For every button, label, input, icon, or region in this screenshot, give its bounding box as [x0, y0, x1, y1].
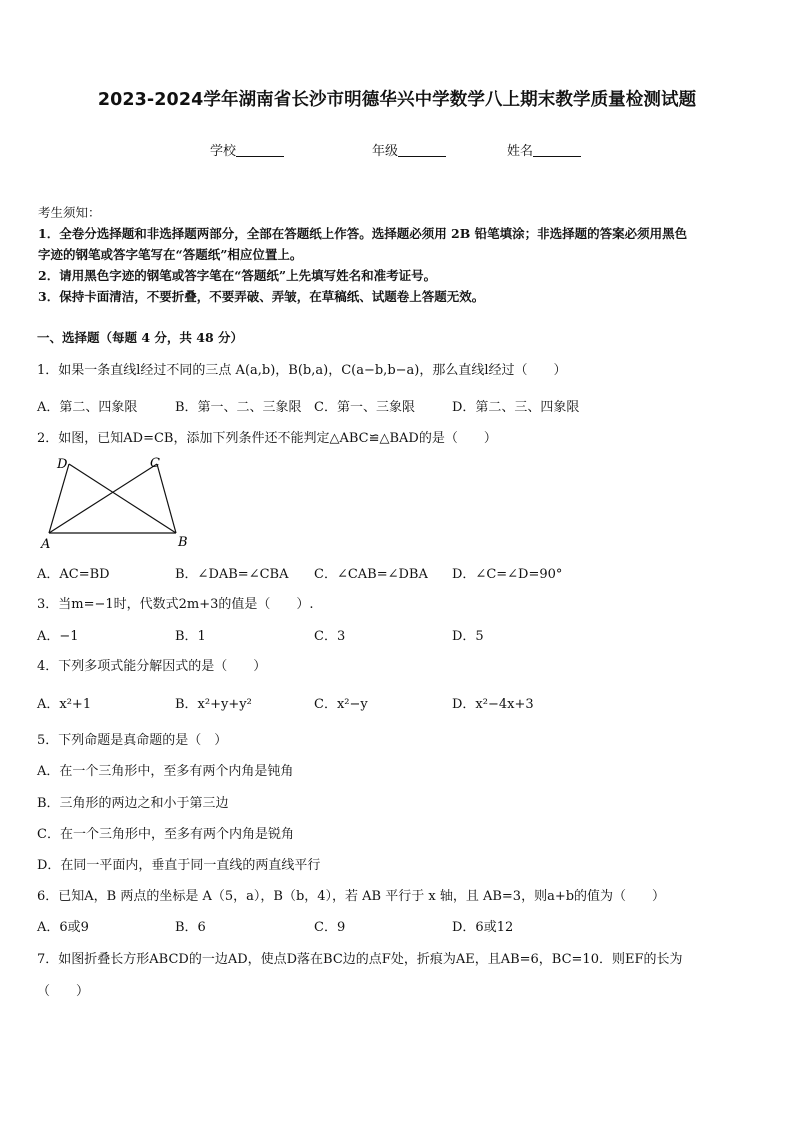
q6-option-a[interactable]: A．6或9 [37, 920, 89, 935]
q5-option-c[interactable]: C．在一个三角形中，至多有两个内角是锐角 [37, 827, 294, 842]
q4-option-a[interactable]: A．x²+1 [37, 697, 92, 712]
q7-stem: 7．如图折叠长方形ABCD的一边AD，使点D落在BC边的点F处，折痕为AE，且AB=6，BC=10．则EF的长为 [37, 952, 683, 967]
q2-stem: 2．如图，已知AD=CB，添加下列条件还不能判定△ABC≌△BAD的是（ ） [37, 431, 497, 446]
notice-line-1b: 字迹的钢笔或答字笔写在“答题纸”相应位置上。 [38, 247, 303, 262]
notice-heading: 考生须知： [38, 205, 101, 220]
q5-option-d[interactable]: D．在同一平面内，垂直于同一直线的两直线平行 [37, 858, 321, 873]
q3-option-d[interactable]: D．5 [452, 629, 484, 644]
q7-answer-paren: （ ） [37, 984, 90, 999]
q6-option-c[interactable]: C．9 [314, 920, 346, 935]
q2-option-a[interactable]: A．AC=BD [37, 567, 110, 582]
q3-option-a[interactable]: A．−1 [37, 629, 79, 644]
q6-option-d[interactable]: D．6或12 [452, 920, 514, 935]
q1-stem: 1．如果一条直线l经过不同的三点 A(a,b)，B(b,a)，C(a−b,b−a)，那么直线l经过（ ） [37, 363, 567, 378]
section-choice-heading: 一、选择题（每题 4 分，共 48 分） [37, 330, 244, 345]
q4-option-b[interactable]: B．x²+y+y² [175, 697, 252, 712]
q2-option-b[interactable]: B．∠DAB=∠CBA [175, 567, 289, 582]
q5-option-b[interactable]: B．三角形的两边之和小于第三边 [37, 796, 229, 811]
q4-option-c[interactable]: C．x²−y [314, 697, 368, 712]
q1-option-a[interactable]: A．第二、四象限 [37, 400, 138, 415]
label-c: C [150, 456, 160, 471]
q3-option-c[interactable]: C．3 [314, 629, 346, 644]
q2-figure [36, 454, 196, 552]
q4-option-d[interactable]: D．x²−4x+3 [452, 697, 534, 712]
q6-stem: 6．已知A，B 两点的坐标是 A（5，a），B（b，4），若 AB 平行于 x 轴，且 AB=3，则a+b的值为（ ） [37, 889, 666, 904]
label-b: B [178, 535, 188, 550]
q5-option-a[interactable]: A．在一个三角形中，至多有两个内角是钝角 [37, 764, 294, 779]
school-field[interactable]: 学校 [210, 140, 284, 159]
segment-ac [49, 464, 157, 533]
q5-stem: 5．下列命题是真命题的是（ ） [37, 733, 228, 748]
q3-stem: 3．当m=−1时，代数式2m+3的值是（ ）. [37, 597, 314, 612]
label-d: D [57, 457, 68, 472]
label-a: A [41, 537, 51, 552]
q2-option-d[interactable]: D．∠C=∠D=90° [452, 567, 563, 582]
notice-line-2: 2．请用黑色字迹的钢笔或答字笔在“答题纸”上先填写姓名和准考证号。 [38, 268, 437, 283]
q4-stem: 4．下列多项式能分解因式的是（ ） [37, 659, 267, 674]
q1-option-b[interactable]: B．第一、二、三象限 [175, 400, 302, 415]
notice-line-3: 3．保持卡面清洁，不要折叠，不要弄破、弄皱，在草稿纸、试题卷上答题无效。 [38, 289, 485, 304]
page-title: 2023-2024学年湖南省长沙市明德华兴中学数学八上期末教学质量检测试题 [97, 90, 697, 110]
q1-option-c[interactable]: C．第一、三象限 [314, 400, 415, 415]
q3-option-b[interactable]: B．1 [175, 629, 206, 644]
q6-option-b[interactable]: B．6 [175, 920, 206, 935]
q2-option-c[interactable]: C．∠CAB=∠DBA [314, 567, 428, 582]
name-field[interactable]: 姓名 [507, 140, 581, 159]
notice-line-1a: 1．全卷分选择题和非选择题两部分，全部在答题纸上作答。选择题必须用 2B 铅笔填涂；非选择题的答案必须用黑色 [38, 226, 688, 241]
grade-field[interactable]: 年级 [372, 140, 446, 159]
q1-option-d[interactable]: D．第二、三、四象限 [452, 400, 580, 415]
